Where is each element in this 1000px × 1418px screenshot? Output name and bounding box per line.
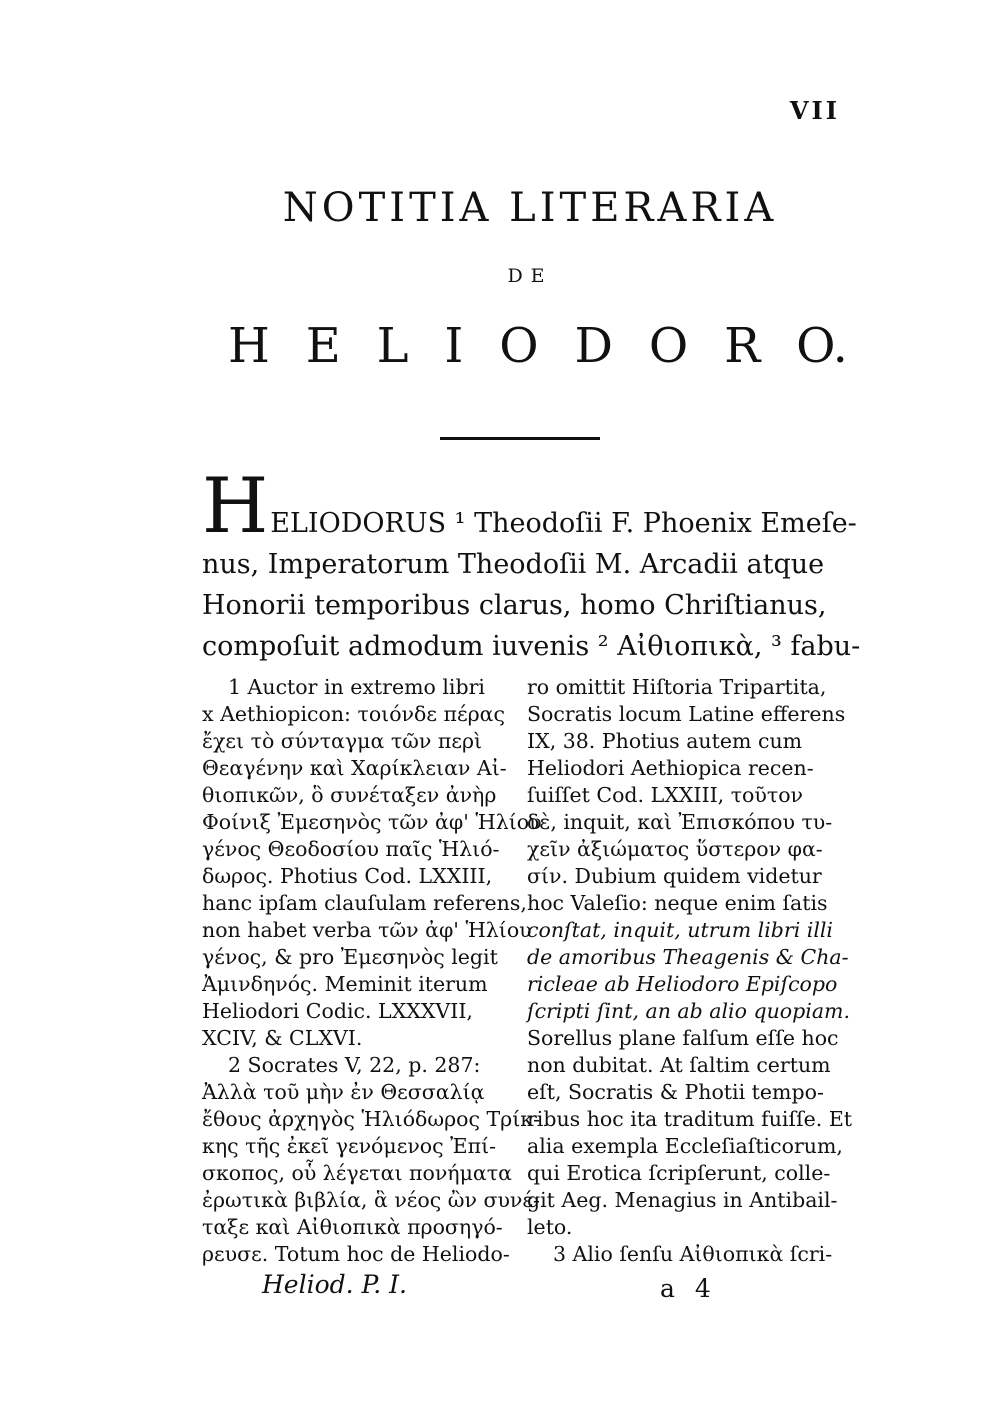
footnote-line: ἐρωτικὰ βιβλία, ἃ νέος ὢν συνέ- [202, 1188, 540, 1212]
intro-line: compoſuit admodum iuvenis ² Αἰθιοπικὰ, ³ fabu- [202, 631, 861, 662]
footnote-line: Ἀλλὰ τοῦ μὴν ἐν Θεσσαλίᾳ [202, 1080, 485, 1104]
footnote-line: 3 Alio ſenſu Αἰθιοπικὰ ſcri- [553, 1242, 833, 1266]
footnote-line: ribus hoc ita traditum fuiſſe. Et [527, 1107, 853, 1131]
title-rule [440, 437, 600, 440]
footnote-line: git Aeg. Menagius in Antibail- [527, 1188, 838, 1212]
footnote-column-left [202, 674, 542, 1268]
footnote-line: XCIV, & CLXVI. [202, 1026, 363, 1050]
title-line-2: DE [507, 265, 553, 287]
footnote-line: Θεαγένην καὶ Χαρίκλειαν Αἰ- [202, 756, 507, 780]
footnote-line: hoc Valeſio: neque enim ſatis [527, 891, 828, 915]
intro-line-text: ELIODORUS ¹ Theodoſii F. Phoenix Emeſe- [270, 508, 857, 539]
title-letter: L [376, 318, 409, 374]
footnote-line: leto. [527, 1215, 573, 1239]
title-letter: O [499, 318, 539, 374]
intro-line [202, 461, 857, 550]
footnote-line: qui Erotica ſcripſerunt, colle- [527, 1161, 831, 1185]
footnote-line: Sorellus plane falſum eſſe hoc [527, 1026, 839, 1050]
footnote-line: conſtat, inquit, utrum libri illi [527, 918, 833, 942]
footnote-line: non dubitat. At ſaltim certum [527, 1053, 831, 1077]
title-line-1: NOTITIA LITERARIA [282, 185, 778, 231]
signature-mark: Heliod. P. I. [262, 1270, 408, 1299]
footnote-line: hanc ipſam clauſulam referens, [202, 891, 527, 915]
title-letter: E [305, 318, 341, 374]
title-letter: O. [796, 318, 848, 374]
footnote-line: Socratis locum Latine efferens [527, 702, 846, 726]
footnote-line: ταξε καὶ Αἰθιοπικὰ προσηγό- [202, 1215, 503, 1239]
footnote-line: ἔθους ἀρχηγὸς Ἡλιόδωρος Τρίκ- [202, 1107, 540, 1131]
footnote-line: 1 Auctor in extremo libri [228, 675, 485, 699]
footnote-line: non habet verba τῶν ἀφ' Ἡλίου [202, 918, 532, 942]
footnote-line: de amoribus Theagenis & Cha- [527, 945, 849, 969]
footnote-line: σίν. Dubium quidem videtur [527, 864, 822, 888]
footnote-line: 2 Socrates V, 22, p. 287: [228, 1053, 481, 1077]
title-letter: H [228, 318, 270, 374]
footnote-line: ſcripti ſint, an ab alio quopiam. [527, 999, 850, 1023]
footnote-line: ρευσε. Totum hoc de Heliodo- [202, 1242, 510, 1266]
footnote-line: ſuiſſet Cod. LXXIII, τοῦτον [527, 783, 804, 807]
footnote-line: Heliodori Aethiopica recen- [527, 756, 814, 780]
title-letter: O [648, 318, 689, 374]
footnote-line: χεῖν ἀξιώματος ὕστερον φα- [527, 837, 823, 861]
intro-line: Honorii temporibus clarus, homo Chriſtianus, [202, 590, 827, 621]
page-number: VII [789, 96, 840, 125]
footnote-line: Ἀμινδηνός. Meminit iterum [202, 972, 488, 996]
footnote-line: ricleae ab Heliodoro Epiſcopo [527, 972, 838, 996]
footnote-line: IX, 38. Photius autem cum [527, 729, 803, 753]
footnote-line: x Aethiopicon: τοιόνδε πέρας [202, 702, 505, 726]
footnote-line: ἔχει τὸ σύνταγμα τῶν περὶ [202, 729, 483, 753]
intro-line: nus, Imperatorum Theodoſii M. Arcadii atque [202, 549, 825, 580]
footnote-line: θιοπικῶν, ὃ συνέταξεν ἀνὴρ [202, 783, 497, 807]
drop-cap: H [202, 461, 269, 550]
footnote-line: δὲ, inquit, καὶ Ἐπισκόπου τυ- [527, 810, 833, 834]
footnote-line: alia exempla Eccleſiaſticorum, [527, 1134, 843, 1158]
title-letter: D [574, 318, 613, 374]
intro-paragraph [202, 461, 861, 667]
footnote-line: Φοίνιξ Ἐμεσηνὸς τῶν ἀφ' Ἡλίου [202, 810, 542, 834]
title-letter: I [444, 318, 464, 374]
footnote-line: σκοπος, οὗ λέγεται πονήματα [202, 1161, 512, 1185]
sheet-mark: a 4 [660, 1274, 717, 1303]
footnote-line: κης τῆς ἐκεῖ γενόμενος Ἐπί- [202, 1134, 497, 1158]
footnote-line: δωρος. Photius Cod. LXXIII, [202, 864, 493, 888]
title-letter: R [724, 318, 761, 374]
footnote-line: γένος, & pro Ἐμεσηνὸς legit [202, 945, 498, 969]
footnote-line: γένος Θεοδοσίου παῖς Ἡλιό- [202, 837, 500, 861]
footnote-line: eſt, Socratis & Photii tempo- [527, 1080, 824, 1104]
footnote-line: ro omittit Hiſtoria Tripartita, [527, 675, 827, 699]
footnote-column-right [527, 674, 853, 1268]
title-line-3 [228, 318, 848, 374]
footnote-line: Heliodori Codic. LXXXVII, [202, 999, 473, 1023]
